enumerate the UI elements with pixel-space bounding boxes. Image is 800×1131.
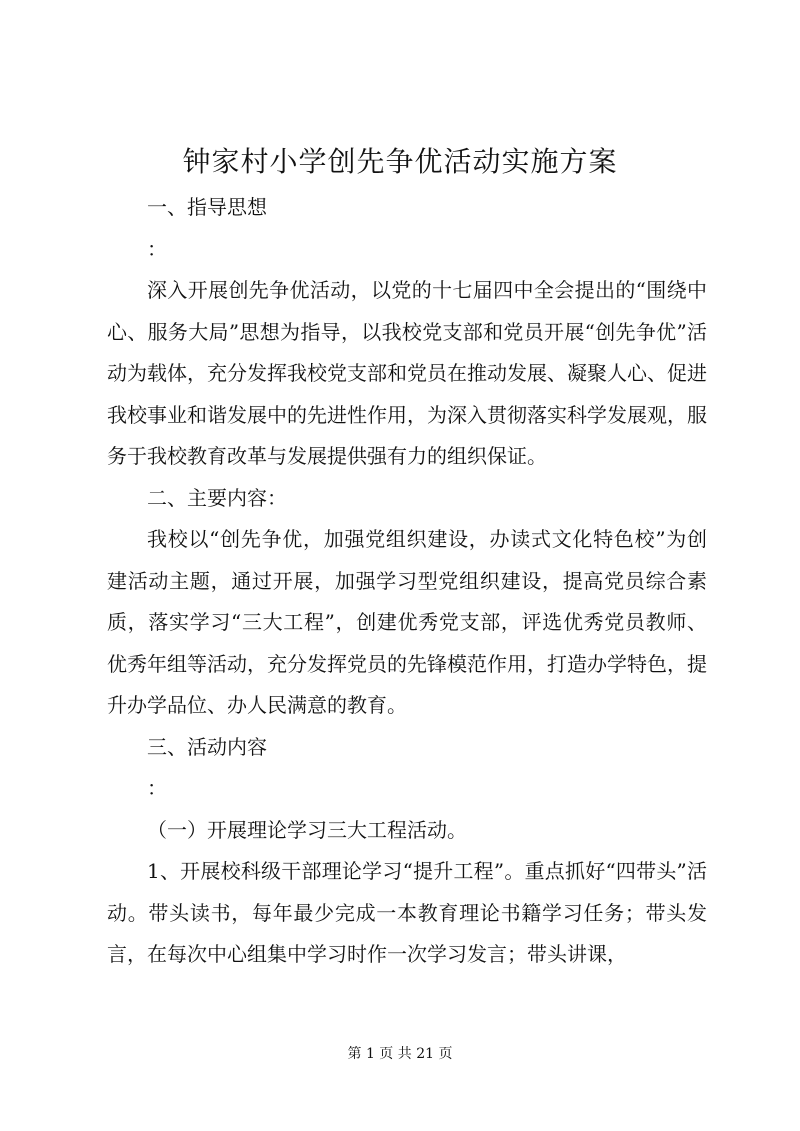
section-heading-main-content: 二、主要内容： bbox=[147, 485, 287, 510]
paragraph-guiding-thought: 深入开展创先争优活动，以党的十七届四中全会提出的“围绕中心、服务大局”思想为指导，以我校党支部和党员开展“创先争优”活动为载体，充分发挥我校党支部和党员在推动发展、凝聚人心、促进我校事业和谐发展中的先进性作用，为深入贯彻落实科学发展观，服务于我校教育改革与发展提供强有力的组织保证。 bbox=[107, 278, 707, 468]
document-title: 钟家村小学创先争优活动实施方案 bbox=[182, 145, 618, 178]
document-body bbox=[107, 187, 707, 976]
page-footer: 第 1 页 共 21 页 bbox=[347, 1046, 453, 1062]
paragraph-main-content: 我校以“创先争优，加强党组织建设，办读式文化特色校”为创建活动主题，通过开展，加强学习型党组织建设，提高党员综合素质，落实学习“三大工程”，创建优秀党支部，评选优秀党员教师、优秀年组等活动，充分发挥党员的先锋模范作用，打造办学特色，提升办学品位、办人民满意的教育。 bbox=[107, 527, 707, 717]
subsection-heading-theory-study: （一）开展理论学习三大工程活动。 bbox=[147, 817, 467, 842]
colon-line: ： bbox=[147, 776, 167, 800]
paragraph-cadre-study: 1、开展校科级干部理论学习“提升工程”。重点抓好“四带头”活动。带头读书，每年最少完成一本教育理论书籍学习任务；带头发言，在每次中心组集中学习时作一次学习发言；带头讲课， bbox=[107, 859, 707, 966]
colon-line: ： bbox=[147, 236, 167, 261]
section-heading-activities: 三、活动内容 bbox=[147, 734, 267, 759]
section-heading-guiding-thought: 一、指导思想 bbox=[147, 195, 267, 219]
